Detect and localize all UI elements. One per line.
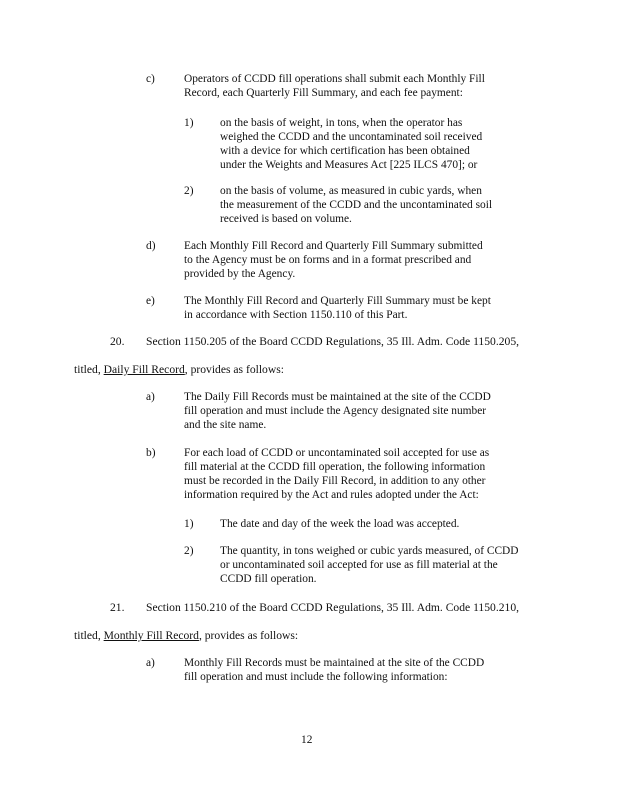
item-d-line: to the Agency must be on forms and in a format prescribed and bbox=[184, 254, 472, 266]
item-label: b) bbox=[146, 447, 156, 459]
item-line: The Daily Fill Records must be maintained at the site of the CCDD bbox=[184, 391, 491, 403]
section-title-monthly-fill-record: Monthly Fill Record bbox=[103, 629, 199, 642]
item-label-e: e) bbox=[146, 295, 155, 307]
item-line: fill operation and must include the Agency designated site number bbox=[184, 405, 487, 417]
item-line: information required by the Act and rules adopted under the Act: bbox=[184, 489, 479, 501]
item-label-c: c) bbox=[146, 73, 155, 85]
sub-item-label: 1) bbox=[184, 117, 194, 129]
sub-item-line: The date and day of the week the load was accepted. bbox=[220, 518, 460, 530]
sub-item-line: The quantity, in tons weighed or cubic yards measured, of CCDD bbox=[220, 545, 519, 557]
item-label-d: d) bbox=[146, 240, 156, 252]
item-line: fill operation and must include the following information: bbox=[184, 671, 448, 683]
paragraph-21-title-line: titled, Monthly Fill Record, provides as follows: bbox=[74, 629, 299, 642]
paragraph-21-line: Section 1150.210 of the Board CCDD Regulations, 35 Ill. Adm. Code 1150.210, bbox=[146, 601, 520, 614]
paragraph-20-title-line: titled, Daily Fill Record, provides as follows: bbox=[74, 363, 284, 376]
item-c-line: Operators of CCDD fill operations shall submit each Monthly Fill bbox=[184, 73, 485, 85]
page-number: 12 bbox=[301, 734, 313, 746]
sub-item-line: or uncontaminated soil accepted for use as fill material at the bbox=[220, 559, 498, 571]
sub-item-label: 2) bbox=[184, 185, 194, 197]
item-c-line: Record, each Quarterly Fill Summary, and each fee payment: bbox=[184, 87, 463, 99]
item-line: fill material at the CCDD fill operation, the following information bbox=[184, 461, 486, 473]
sub-item-line: on the basis of volume, as measured in cubic yards, when bbox=[220, 185, 482, 197]
item-label: a) bbox=[146, 657, 155, 669]
sub-item-line: weighed the CCDD and the uncontaminated soil received bbox=[220, 131, 483, 143]
item-line: and the site name. bbox=[184, 419, 267, 431]
sub-item-line: under the Weights and Measures Act [225 ILCS 470]; or bbox=[220, 159, 478, 171]
paragraph-number-20: 20. bbox=[110, 335, 125, 348]
sub-item-label: 1) bbox=[184, 518, 194, 530]
sub-item-line: CCDD fill operation. bbox=[220, 573, 317, 585]
sub-item-line: with a device for which certification has been obtained bbox=[220, 145, 470, 157]
paragraph-number-21: 21. bbox=[110, 601, 125, 614]
item-label: a) bbox=[146, 391, 155, 403]
item-e-line: The Monthly Fill Record and Quarterly Fill Summary must be kept bbox=[184, 295, 491, 307]
item-line: must be recorded in the Daily Fill Record, in addition to any other bbox=[184, 475, 486, 487]
item-d-line: provided by the Agency. bbox=[184, 268, 296, 280]
item-e-line: in accordance with Section 1150.110 of this Part. bbox=[184, 309, 408, 321]
item-d-line: Each Monthly Fill Record and Quarterly Fill Summary submitted bbox=[184, 240, 483, 252]
item-line: For each load of CCDD or uncontaminated soil accepted for use as bbox=[184, 447, 490, 459]
item-line: Monthly Fill Records must be maintained at the site of the CCDD bbox=[184, 657, 485, 669]
sub-item-line: on the basis of weight, in tons, when the operator has bbox=[220, 117, 463, 129]
sub-item-line: the measurement of the CCDD and the uncontaminated soil bbox=[220, 199, 493, 211]
section-title-daily-fill-record: Daily Fill Record bbox=[103, 363, 185, 376]
paragraph-20-line: Section 1150.205 of the Board CCDD Regulations, 35 Ill. Adm. Code 1150.205, bbox=[146, 335, 520, 348]
sub-item-line: received is based on volume. bbox=[220, 213, 352, 225]
sub-item-label: 2) bbox=[184, 545, 194, 557]
